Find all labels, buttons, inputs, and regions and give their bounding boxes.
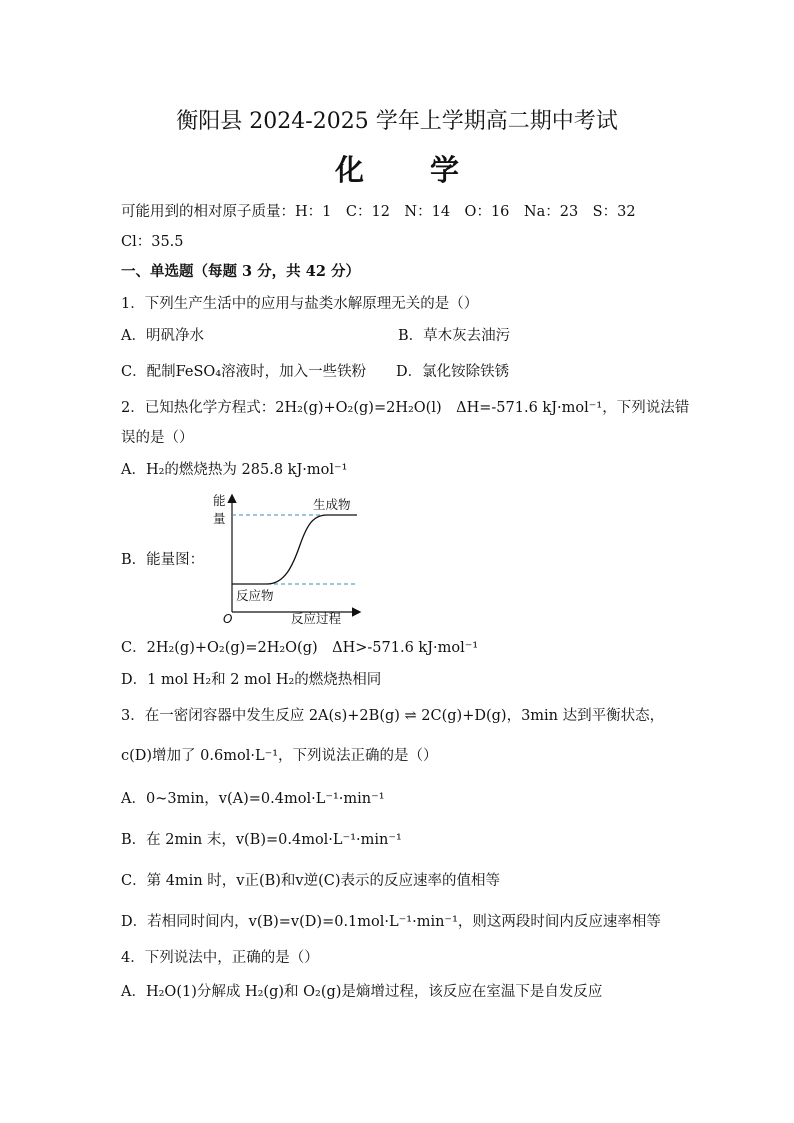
q1-option-a: A．明矾净水 bbox=[121, 328, 204, 344]
q4-stem: 4．下列说法中，正确的是（） bbox=[121, 950, 319, 966]
y-label-1: 能 bbox=[213, 493, 226, 508]
exam-title: 衡阳县 2024-2025 学年上学期高二期中考试 bbox=[176, 109, 618, 134]
q2-stem-line-2: 误的是（） bbox=[121, 430, 194, 446]
q2-stem-line-1: 2．已知热化学方程式：2H₂(g)+O₂(g)=2H₂O(l) ΔH=-571.6 kJ·mol⁻¹，下列说法错 bbox=[121, 400, 690, 416]
q2-option-d: D．1 mol H₂和 2 mol H₂的燃烧热相同 bbox=[121, 672, 382, 688]
product-label: 生成物 bbox=[313, 497, 351, 512]
q2-option-a: A．H₂的燃烧热为 285.8 kJ·mol⁻¹ bbox=[121, 462, 348, 478]
subject-title: 化 学 bbox=[334, 153, 488, 187]
q3-stem-line-1: 3．在一密闭容器中发生反应 2A(s)+2B(g) ⇌ 2C(g)+D(g)，3min 达到平衡状态， bbox=[121, 708, 665, 724]
q1-stem: 1．下列生产生活中的应用与盐类水解原理无关的是（） bbox=[121, 296, 479, 312]
q3-option-b: B．在 2min 末，v(B)=0.4mol·L⁻¹·min⁻¹ bbox=[121, 832, 402, 848]
q3-stem-line-2: c(D)增加了 0.6mol·L⁻¹，下列说法正确的是（） bbox=[121, 748, 438, 764]
q3-option-c: C．第 4min 时，v正(B)和v逆(C)表示的反应速率的值相等 bbox=[121, 873, 501, 889]
q1-option-c: C．配制FeSO₄溶液时，加入一些铁粉 bbox=[121, 364, 367, 380]
q3-option-d: D．若相同时间内，v(B)=v(D)=0.1mol·L⁻¹·min⁻¹，则这两段时间内反应速率相等 bbox=[121, 914, 661, 930]
q1-option-d: D．氯化铵除铁锈 bbox=[396, 364, 510, 380]
q4-option-a: A．H₂O(1)分解成 H₂(g)和 O₂(g)是熵增过程，该反应在室温下是自发反应 bbox=[121, 984, 603, 1000]
q2-option-c: C．2H₂(g)+O₂(g)=2H₂O(g) ΔH>-571.6 kJ·mol⁻¹ bbox=[121, 640, 479, 656]
energy-diagram bbox=[205, 490, 365, 628]
y-label-2: 量 bbox=[213, 511, 226, 526]
section-heading: 一、单选题（每题 3 分，共 42 分） bbox=[121, 263, 360, 280]
x-axis-label: 反应过程 bbox=[291, 611, 342, 626]
atomic-masses-line-1: 可能用到的相对原子质量：H：1 C：12 N：14 O：16 Na：23 S：32 bbox=[121, 204, 636, 220]
energy-curve bbox=[232, 515, 357, 584]
q1-option-b: B．草木灰去油污 bbox=[398, 328, 511, 344]
origin-label: O bbox=[223, 612, 233, 626]
reactant-label: 反应物 bbox=[236, 588, 274, 603]
q3-option-a: A．0~3min，v(A)=0.4mol·L⁻¹·min⁻¹ bbox=[121, 791, 385, 807]
q2-option-b: B．能量图： bbox=[121, 552, 205, 568]
atomic-masses-line-2: Cl：35.5 bbox=[121, 234, 184, 250]
